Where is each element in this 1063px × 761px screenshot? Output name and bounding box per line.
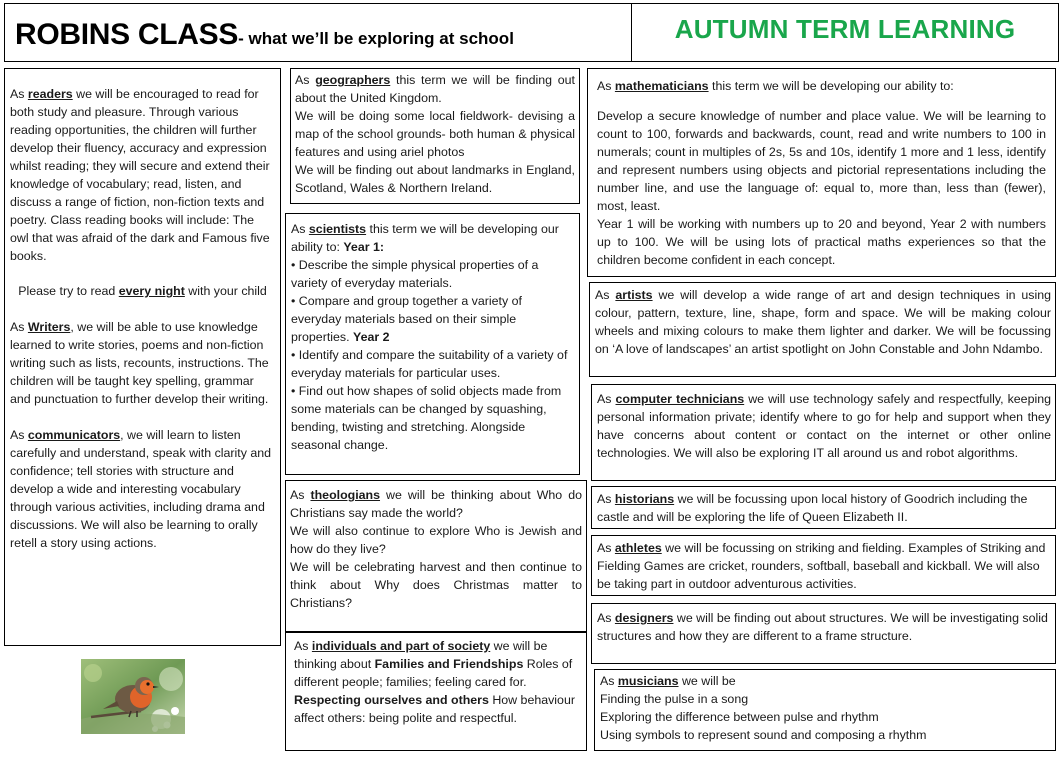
historians-role: historians xyxy=(614,492,675,506)
science-bullet-3: • Identify and compare the suitability of a variety of everyday materials for particular uses. xyxy=(291,348,568,380)
theologians-jewish: We will also continue to explore Who is Jewish and how do they live? xyxy=(290,524,582,556)
maths-year-groups: Year 1 will be working with numbers up to 20 and beyond, Year 2 with numbers up to 100. We will be using lots of practical maths experiences so that the children become confident in each concept. xyxy=(597,217,1046,267)
society-box xyxy=(285,632,587,751)
scientists-role: scientists xyxy=(308,222,367,236)
artists-role: artists xyxy=(615,288,653,302)
communicators-paragraph: As communicators, we will learn to listen carefully and understand, speak with clarity and confidence; tell stories with structure and develop a wide and interesting vocabulary through various activities, including drama and discussions. We will also be learning to orally retell a story using actions. xyxy=(10,428,272,550)
respect-heading: Respecting ourselves and others xyxy=(294,693,489,707)
geographers-fieldwork: We will be doing some local fieldwork- devising a map of the school grounds- both human & physical features and using ariel photos xyxy=(295,109,575,159)
music-rhythm: Exploring the difference between pulse and rhythm xyxy=(600,710,879,724)
page-title xyxy=(15,18,514,52)
geographers-role: geographers xyxy=(315,73,391,87)
science-bullet-1: • Describe the simple physical properties of a variety of everyday materials. xyxy=(291,258,539,290)
historians-box xyxy=(591,486,1056,529)
readers-role: readers xyxy=(27,87,73,101)
science-bullet-2: • Compare and group together a variety of everyday materials based on their simple properties. Year 2 xyxy=(291,294,522,344)
designers-box xyxy=(591,603,1056,664)
mathematicians-box xyxy=(587,68,1056,277)
scientists-box xyxy=(285,213,580,475)
writers-role: Writers xyxy=(27,320,71,334)
geographers-landmarks: We will be finding out about landmarks in England, Scotland, Wales & Northern Ireland. xyxy=(295,163,575,195)
artists-box xyxy=(589,282,1056,377)
robin-bird-icon xyxy=(81,659,185,734)
term-title-box xyxy=(631,3,1059,62)
historians-paragraph: As historians we will be focussing upon local history of Goodrich including the castle and will be exploring the life of Queen Elizabeth II. xyxy=(597,492,1028,524)
class-title-box xyxy=(4,3,632,62)
robin-image xyxy=(81,659,185,734)
mathematicians-paragraph: As mathematicians this term we will be developing our ability to: xyxy=(597,79,954,93)
geographers-box xyxy=(290,68,580,204)
readers-paragraph: As readers we will be encouraged to read for both study and pleasure. Through various reading opportunities, the children will further develop their fluency, accuracy and expression whilst reading; they will secure and extend their knowledge of vocabulary; read, listen, and discuss a range of fiction, non-fiction texts and poetry. Class reading books will include: The owl that was afraid of the dark and Famous five books. xyxy=(10,87,270,263)
artists-paragraph: As artists we will develop a wide range of art and design techniques in using colour, pattern, texture, line, shape, form and space. We will be making colour wheels and mixing colours to make them lighter and darker. We will be focussing on ‘A love of landscapes’ an artist spotlight on John Constable and John Ndambo. xyxy=(595,288,1051,356)
maths-place-value: Develop a secure knowledge of number and place value. We will be learning to count to 100, forwards and backwards, count, read and write numbers to 100 in numerals; count in multiples of 2s, 5s and 10s, identify 1 more and 1 less, identify and represent numbers using objects and pictorial representations including the number line, and use the language of: equal to, more than, less than (fewer), most, least. xyxy=(597,109,1046,213)
term-title: AUTUMN TERM LEARNING xyxy=(674,14,1016,44)
communicators-role: communicators xyxy=(27,428,121,442)
athletes-box xyxy=(591,535,1056,596)
class-name: ROBINS CLASS xyxy=(15,18,239,51)
writers-paragraph: As Writers, we will be able to use knowledge learned to write stories, poems and non-fiction writing such as lists, recounts, instructions. The children will be taught key spelling, grammar and punctuation to further develop their writing. xyxy=(10,320,269,406)
society-paragraph: As individuals and part of society we will be thinking about Families and Friendships Roles of different people; families; feeling cared for. Respecting ourselves and others How behaviour affect others: being polite and respectful. xyxy=(294,639,575,725)
scientists-paragraph: As scientists this term we will be developing our ability to: Year 1: xyxy=(291,222,559,254)
families-heading: Families and Friendships xyxy=(374,657,524,671)
designers-role: designers xyxy=(614,611,674,625)
theologians-role: theologians xyxy=(310,488,381,502)
theologians-box xyxy=(285,480,587,632)
literacy-box xyxy=(4,68,281,646)
computer-box xyxy=(591,384,1056,481)
athletes-paragraph: As athletes we will be focussing on striking and fielding. Examples of Striking and Fielding Games are cricket, rounders, softball, baseball and kickball. We will also be taking part in outdoor adventurous activities. xyxy=(597,541,1046,591)
reading-emphasis: every night xyxy=(118,284,185,298)
athletes-role: athletes xyxy=(614,541,662,555)
music-pulse: Finding the pulse in a song xyxy=(600,692,749,706)
music-symbols: Using symbols to represent sound and composing a rhythm xyxy=(600,728,927,742)
computer-paragraph: As computer technicians we will use technology safely and respectfully, keeping personal information private; identify where to go for help and support when they have concerns about content or contact on the internet or other online technologies. We will also be exploring IT all around us and robot algorithms. xyxy=(597,392,1052,460)
year2-heading: Year 2 xyxy=(352,330,390,344)
reading-note: Please try to read every night with your child xyxy=(18,284,267,298)
theologians-paragraph: As theologians we will be thinking about Who do Christians say made the world? xyxy=(290,488,582,520)
society-role: individuals and part of society xyxy=(311,639,491,653)
computer-role: computer technicians xyxy=(615,392,745,406)
musicians-box xyxy=(594,669,1056,751)
musicians-role: musicians xyxy=(617,674,679,688)
year1-heading: Year 1: xyxy=(343,240,384,254)
mathematicians-role: mathematicians xyxy=(614,79,709,93)
musicians-paragraph: As musicians we will be xyxy=(600,674,736,688)
geographers-paragraph: As geographers this term we will be finding out about the United Kingdom. xyxy=(295,73,576,105)
designers-paragraph: As designers we will be finding out about structures. We will be investigating solid structures and how they are different to a frame structure. xyxy=(597,611,1048,643)
page-subtitle: - what we’ll be exploring at school xyxy=(238,29,514,48)
theologians-christmas: We will be celebrating harvest and then continue to think about Why does Christmas matter to Christians? xyxy=(290,560,582,610)
science-bullet-4: • Find out how shapes of solid objects made from some materials can be changed by squashing, bending, twisting and stretching. Alongside seasonal change. xyxy=(291,384,562,452)
